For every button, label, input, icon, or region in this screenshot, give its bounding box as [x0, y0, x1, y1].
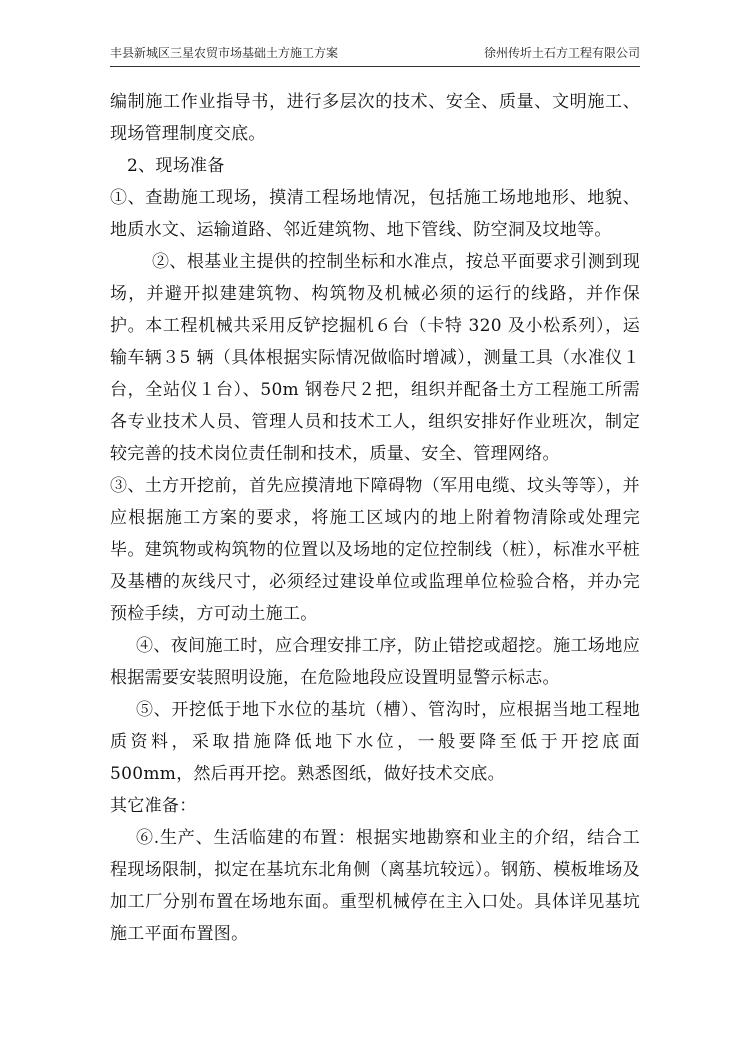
paragraph-item-4: ④、夜间施工时，应合理安排工序，防止错挖或超挖。施工场地应根据需要安装照明设施，在危险地段应设置明显警示标志。 — [110, 636, 640, 688]
paragraph-item-2: ②、根基业主提供的控制坐标和水准点，按总平面要求引测到现场，并避开拟建建筑物、构筑物及机械必须的运行的线路，并作保护。本工程机械共采用反铲挖掘机６台（卡特 320 及小松系列），运输车辆３5 辆（具体根据实际情况做临时增减），测量工具（水准仪１台，全站仪１台）、50m 钢卷尺２把，组织并配备土方工程施工所需各专业技术人员、管理人员和技术工人，组织安排好作业班次，制定较完善的技术岗位责任制和技术，质量、安全、管理网络。 — [110, 252, 640, 464]
paragraph-item-5: ⑤、开挖低于地下水位的基坑（槽）、管沟时，应根据当地工程地质资料，采取措施降低地下水位，一般要降至低于开挖底面 500mm，然后再开挖。熟悉图纸，做好技术交底。 — [110, 700, 640, 784]
page-header — [110, 44, 640, 66]
section-heading-site-preparation: 2、现场准备 — [127, 156, 225, 176]
paragraph-item-3: ③、土方开挖前，首先应摸清地下障碍物（军用电缆、坟头等等），并应根据施工方案的要求，将施工区域内的地上附着物清除或处理完毕。建筑物或构筑物的位置以及场地的定位控制线（桩），标准水平桩及基槽的灰线尺寸，必须经过建设单位或监理单位检验合格，并办完预检手续，方可动土施工。 — [110, 476, 640, 624]
header-project-title: 丰县新城区三星农贸市场基础土方施工方案 — [110, 46, 339, 60]
paragraph-intro: 编制施工作业指导书，进行多层次的技术、安全、质量、文明施工、现场管理制度交底。 — [110, 92, 640, 144]
paragraph-item-1: ①、查勘施工现场，摸清工程场地情况，包括施工场地地形、地貌、地质水文、运输道路、邻近建筑物、地下管线、防空洞及坟地等。 — [110, 188, 640, 240]
header-company-name: 徐州传圻土石方工程有限公司 — [483, 46, 640, 60]
section-heading-other-preparation: 其它准备： — [110, 796, 197, 816]
header-divider — [110, 66, 640, 67]
paragraph-item-6: ⑥.生产、生活临建的布置：根据实地勘察和业主的介绍，结合工程现场限制，拟定在基坑东北角侧（离基坑较远）。钢筋、模板堆场及加工厂分别布置在场地东面。重型机械停在主入口处。具体详见基坑施工平面布置图。 — [110, 828, 640, 944]
document-body — [110, 86, 640, 950]
